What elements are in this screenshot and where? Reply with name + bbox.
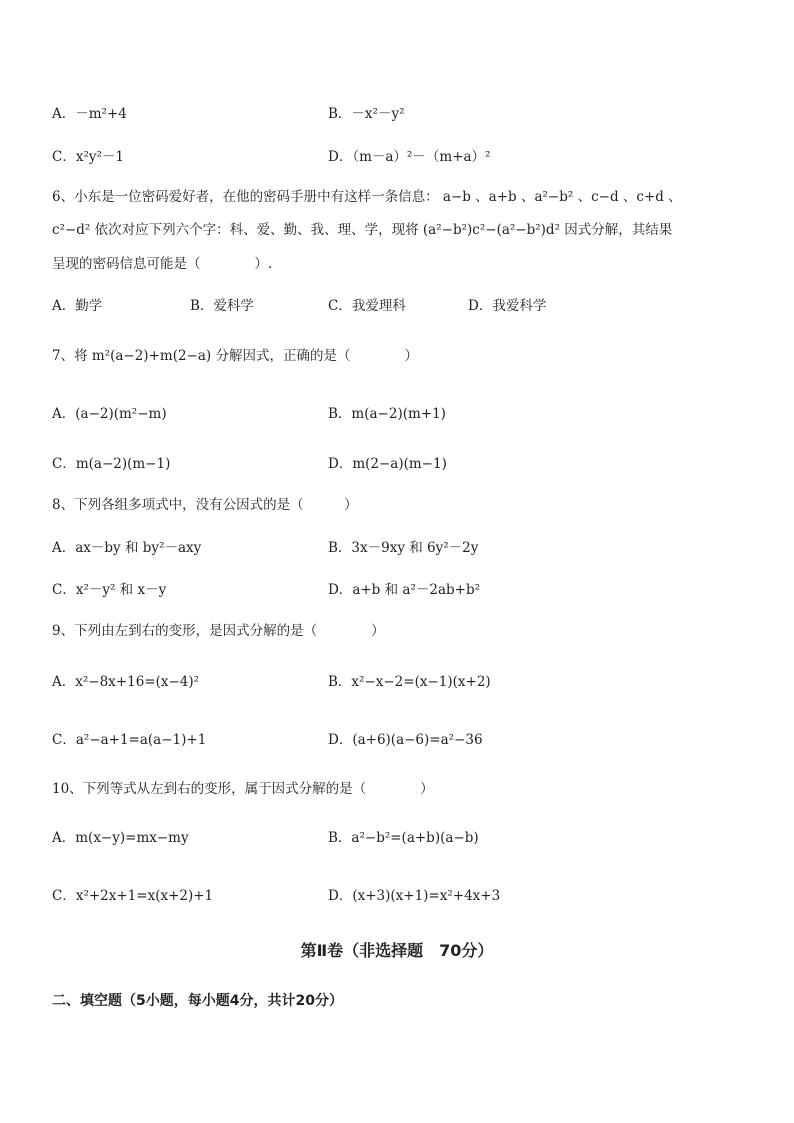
q10-stem: 10、下列等式从左到右的变形，属于因式分解的是（ ）: [52, 781, 434, 797]
q8-option-b: B．3x－9xy 和 6y²－2y: [328, 540, 479, 556]
q8-option-d: D．a+b 和 a²－2ab+b²: [328, 582, 481, 598]
q10-option-a: A．m(x−y)=mx−my: [52, 830, 189, 846]
q7-stem: 7、将 m²(a−2)+m(2−a) 分解因式，正确的是（ ）: [52, 348, 418, 364]
q7-option-b: B．m(a−2)(m+1): [328, 406, 446, 422]
q9-option-a: A．x²−8x+16=(x−4)²: [52, 674, 200, 690]
q6-option-a: A．勤学: [52, 298, 103, 314]
q7-option-d: D．m(2−a)(m−1): [328, 456, 447, 472]
part2-heading: 二、填空题（5小题，每小题4分，共计20分）: [52, 993, 343, 1009]
q6-option-b: B．爱科学: [190, 298, 254, 314]
q6-stem-line3: 呈现的密码信息可能是（ ）.: [52, 256, 273, 272]
q8-option-c: C．x²－y² 和 x－y: [52, 582, 167, 598]
q6-stem-line1: 6、小东是一位密码爱好者，在他的密码手册中有这样一条信息： a−b 、a+b 、a²−b² 、c−d 、c+d 、: [52, 189, 682, 205]
q7-option-a: A．(a−2)(m²−m): [52, 406, 167, 422]
q9-option-c: C．a²−a+1=a(a−1)+1: [52, 732, 207, 748]
q6-stem-line2: c²−d² 依次对应下列六个字：科、爱、勤、我、理、学，现将 (a²−b²)c²−(a²−b²)d² 因式分解，其结果: [52, 222, 673, 238]
q10-option-c: C．x²+2x+1=x(x+2)+1: [52, 888, 214, 904]
q9-stem: 9、下列由左到右的变形，是因式分解的是（ ）: [52, 623, 385, 639]
q9-option-b: B．x²−x−2=(x−1)(x+2): [328, 674, 491, 690]
q5-option-b: B．－x²－y²: [328, 106, 405, 122]
section-title: 第Ⅱ卷（非选择题 70分）: [300, 941, 494, 960]
q9-option-d: D．(a+6)(a−6)=a²−36: [328, 732, 483, 748]
q8-option-a: A．ax－by 和 by²－axy: [52, 540, 202, 556]
q8-stem: 8、下列各组多项式中，没有公因式的是（ ）: [52, 497, 358, 513]
q10-option-b: B．a²−b²=(a+b)(a−b): [328, 830, 479, 846]
q5-option-a: A．－m²+4: [52, 106, 127, 122]
q10-option-d: D．(x+3)(x+1)=x²+4x+3: [328, 888, 501, 904]
q6-option-d: D．我爱科学: [468, 298, 547, 314]
q5-option-c: C．x²y²－1: [52, 149, 124, 165]
q5-option-d: D．（m－a）²－（m+a）²: [328, 149, 491, 165]
q7-option-c: C．m(a−2)(m−1): [52, 456, 171, 472]
q6-option-c: C．我爱理科: [328, 298, 406, 314]
